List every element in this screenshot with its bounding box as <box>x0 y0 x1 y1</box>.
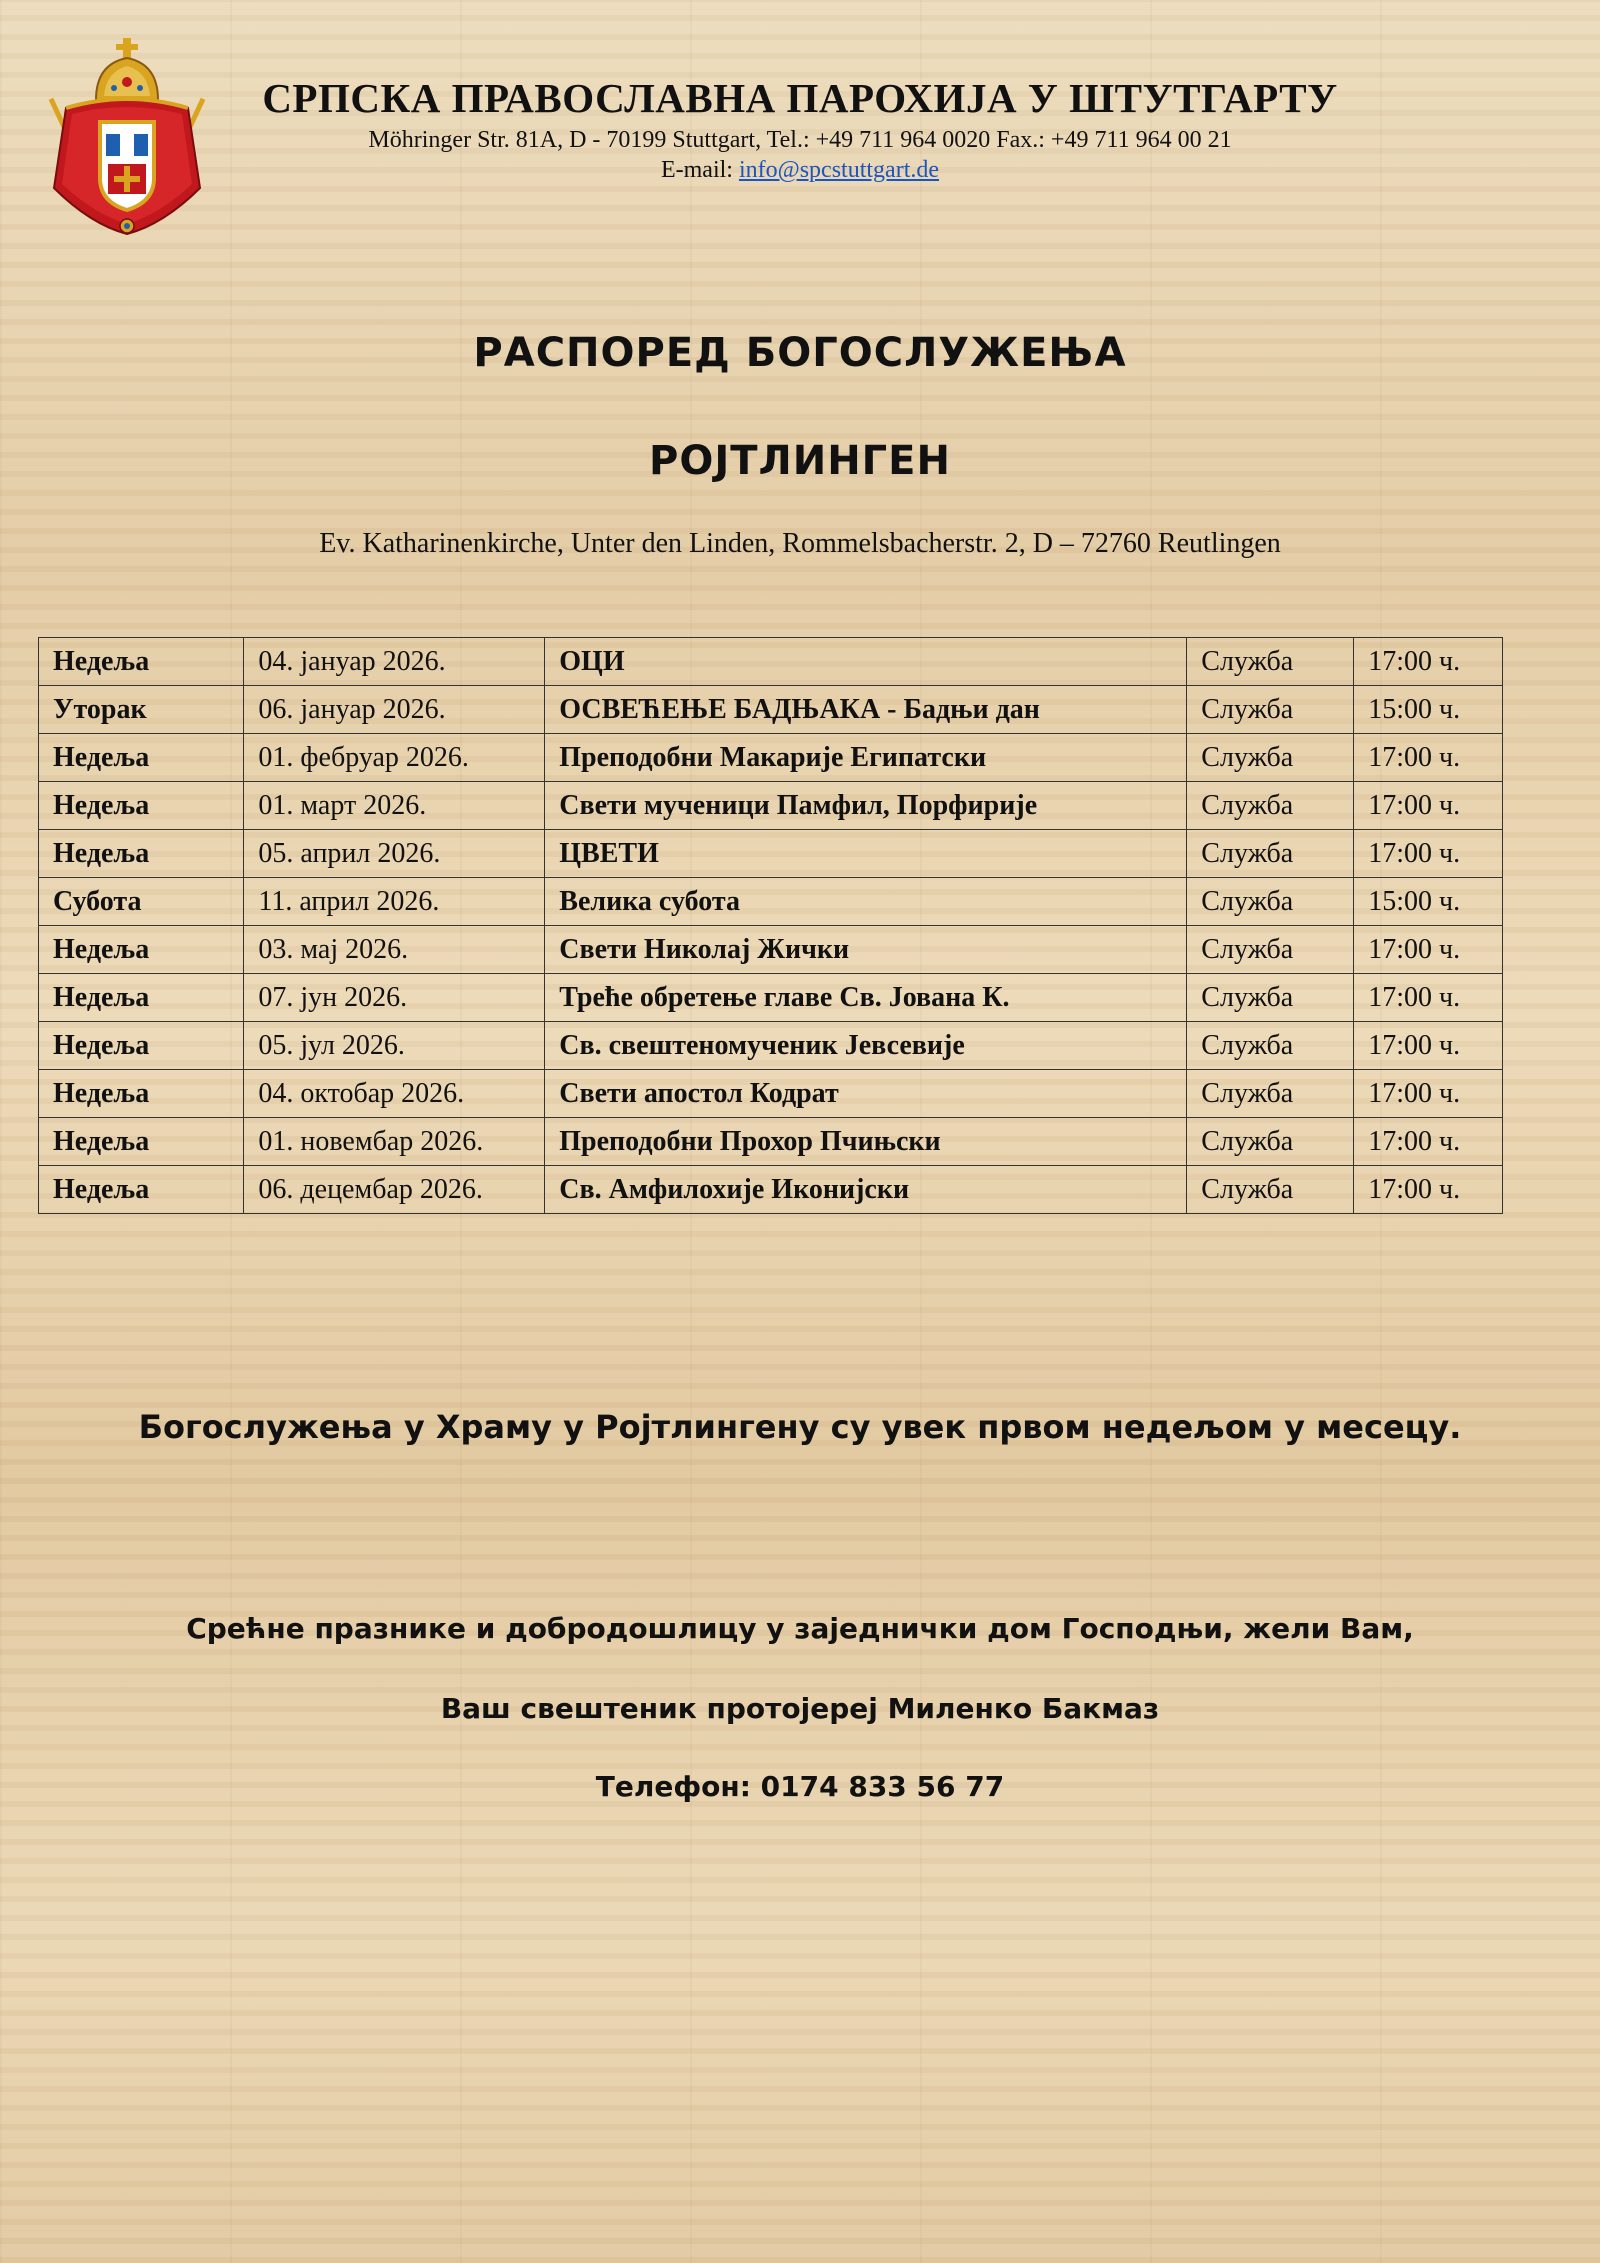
schedule-date: 01. март 2026. <box>244 782 545 830</box>
schedule-time: 17:00 ч. <box>1354 974 1503 1022</box>
schedule-service: Служба <box>1187 926 1354 974</box>
schedule-service: Служба <box>1187 1166 1354 1214</box>
schedule-service: Служба <box>1187 830 1354 878</box>
schedule-feast: Преподобни Макарије Египатски <box>545 734 1187 782</box>
table-row <box>39 1070 1503 1118</box>
schedule-feast: Треће обретење главе Св. Јована К. <box>545 974 1187 1022</box>
schedule-feast: ЦВЕТИ <box>545 830 1187 878</box>
city-title: РОЈТЛИНГЕН <box>649 438 951 484</box>
schedule-service: Служба <box>1187 734 1354 782</box>
schedule-service: Служба <box>1187 1118 1354 1166</box>
schedule-day: Недеља <box>39 926 244 974</box>
table-row <box>39 782 1503 830</box>
schedule-day: Субота <box>39 878 244 926</box>
schedule-time: 15:00 ч. <box>1354 878 1503 926</box>
schedule-time: 17:00 ч. <box>1354 1118 1503 1166</box>
schedule-service: Служба <box>1187 1022 1354 1070</box>
parish-address: Möhringer Str. 81A, D - 70199 Stuttgart, Tel.: +49 711 964 0020 Fax.: +49 711 964 00 21 <box>368 127 1232 153</box>
table-row <box>39 638 1503 686</box>
parish-name-heading: СРПСКА ПРАВОСЛАВНА ПАРОХИЈА У ШТУТГАРТУ <box>262 75 1338 121</box>
schedule-time: 17:00 ч. <box>1354 734 1503 782</box>
priest-phone: Телефон: 0174 833 56 77 <box>595 1770 1005 1803</box>
schedule-time: 17:00 ч. <box>1354 1022 1503 1070</box>
table-row <box>39 878 1503 926</box>
schedule-note: Богослужења у Храму у Ројтлингену су увек првом недељом у месецу. <box>138 1408 1462 1446</box>
schedule-date: 11. април 2026. <box>244 878 545 926</box>
schedule-date: 06. јануар 2026. <box>244 686 545 734</box>
schedule-time: 17:00 ч. <box>1354 830 1503 878</box>
table-row <box>39 686 1503 734</box>
schedule-time: 17:00 ч. <box>1354 782 1503 830</box>
schedule-day: Недеља <box>39 830 244 878</box>
schedule-service: Служба <box>1187 782 1354 830</box>
schedule-day: Недеља <box>39 1070 244 1118</box>
church-location: Ev. Katharinenkirche, Unter den Linden, Rommelsbacherstr. 2, D – 72760 Reutlingen <box>319 528 1281 559</box>
schedule-day: Уторак <box>39 686 244 734</box>
schedule-date: 03. мај 2026. <box>244 926 545 974</box>
schedule-time: 17:00 ч. <box>1354 638 1503 686</box>
table-row <box>39 1118 1503 1166</box>
table-row <box>39 974 1503 1022</box>
email-label: E-mail: <box>660 157 733 183</box>
schedule-service: Служба <box>1187 1070 1354 1118</box>
schedule-service: Служба <box>1187 974 1354 1022</box>
schedule-time: 17:00 ч. <box>1354 1070 1503 1118</box>
schedule-feast: Преподобни Прохор Пчињски <box>545 1118 1187 1166</box>
schedule-feast: Свети Николај Жички <box>545 926 1187 974</box>
service-schedule-table <box>38 637 1503 1214</box>
schedule-feast: Св. Амфилохије Иконијски <box>545 1166 1187 1214</box>
schedule-date: 07. јун 2026. <box>244 974 545 1022</box>
table-row <box>39 1166 1503 1214</box>
table-row <box>39 734 1503 782</box>
table-row <box>39 1022 1503 1070</box>
schedule-date: 06. децембар 2026. <box>244 1166 545 1214</box>
schedule-day: Недеља <box>39 974 244 1022</box>
schedule-time: 15:00 ч. <box>1354 686 1503 734</box>
schedule-date: 05. јул 2026. <box>244 1022 545 1070</box>
schedule-day: Недеља <box>39 1166 244 1214</box>
schedule-service: Служба <box>1187 878 1354 926</box>
schedule-feast: Велика субота <box>545 878 1187 926</box>
schedule-feast: ОСВЕЋЕЊЕ БАДЊАКА - Бадњи дан <box>545 686 1187 734</box>
email-link[interactable]: info@spcstuttgart.de <box>738 157 940 183</box>
table-row <box>39 830 1503 878</box>
schedule-feast: ОЦИ <box>545 638 1187 686</box>
schedule-title: РАСПОРЕД БОГОСЛУЖЕЊА <box>473 330 1127 376</box>
schedule-date: 05. април 2026. <box>244 830 545 878</box>
schedule-feast: Свети мученици Памфил, Порфирије <box>545 782 1187 830</box>
schedule-service: Служба <box>1187 686 1354 734</box>
schedule-feast: Св. свештеномученик Јевсевије <box>545 1022 1187 1070</box>
schedule-time: 17:00 ч. <box>1354 1166 1503 1214</box>
schedule-time: 17:00 ч. <box>1354 926 1503 974</box>
schedule-day: Недеља <box>39 1022 244 1070</box>
schedule-day: Недеља <box>39 782 244 830</box>
schedule-day: Недеља <box>39 1118 244 1166</box>
schedule-date: 01. новембар 2026. <box>244 1118 545 1166</box>
schedule-feast: Свети апостол Кодрат <box>545 1070 1187 1118</box>
schedule-date: 04. октобар 2026. <box>244 1070 545 1118</box>
table-row <box>39 926 1503 974</box>
email-line <box>160 156 1440 184</box>
schedule-service: Служба <box>1187 638 1354 686</box>
priest-signature: Ваш свештеник протојереј Миленко Бакмаз <box>440 1692 1160 1725</box>
schedule-date: 04. јануар 2026. <box>244 638 545 686</box>
schedule-day: Недеља <box>39 638 244 686</box>
schedule-date: 01. фебруар 2026. <box>244 734 545 782</box>
schedule-day: Недеља <box>39 734 244 782</box>
closing-greeting: Срећне празнике и добродошлицу у заједнички дом Господњи, жели Вам, <box>186 1612 1414 1645</box>
